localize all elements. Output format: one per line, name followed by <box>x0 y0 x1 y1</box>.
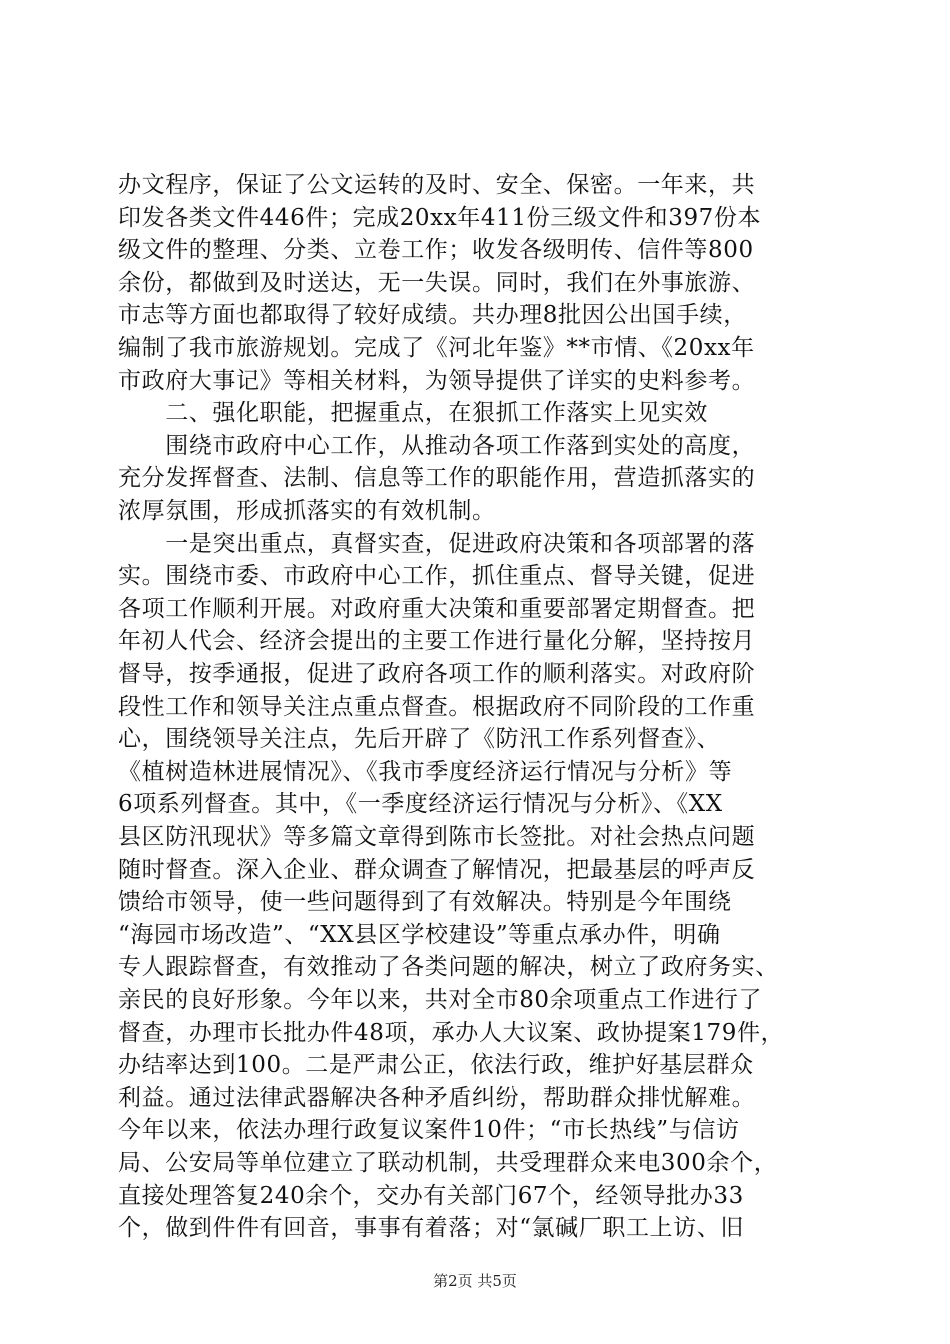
text-line: 段性工作和领导关注点重点督查。根据政府不同阶段的工作重 <box>118 693 756 720</box>
text-line: 利益。通过法律武器解决各种矛盾纠纷，帮助群众排忧解难。 <box>118 1084 756 1111</box>
text-line: 县区防汛现状》等多篇文章得到陈市长签批。对社会热点问题 <box>118 824 756 850</box>
text-line: 年初人代会、经济会提出的主要工作进行量化分解，坚持按月 <box>118 628 756 655</box>
text-line: 编制了我市旅游规划。完成了《河北年鉴》**市情、《20xx年 <box>118 335 755 361</box>
text-line: 市政府大事记》等相关材料，为领导提供了详实的史料参考。 <box>118 367 756 394</box>
text-line: 充分发挥督查、法制、信息等工作的职能作用，营造抓落实的 <box>118 465 756 492</box>
text-line: 各项工作顺利开展。对政府重大决策和重要部署定期督查。把 <box>118 595 756 622</box>
text-line: 围绕市政府中心工作，从推动各项工作落到实处的高度， <box>118 432 756 459</box>
text-line: 今年以来，依法办理行政复议案件10件；“市长热线”与信访 <box>118 1117 740 1144</box>
text-line: 印发各类文件446件；完成20xx年411份三级文件和397份本 <box>118 204 762 231</box>
text-line: 心，围绕领导关注点，先后开辟了《防汛工作系列督查》、 <box>118 726 721 753</box>
text-line: 级文件的整理、分类、立卷工作；收发各级明传、信件等800 <box>118 237 754 264</box>
text-line: 市志等方面也都取得了较好成绩。共办理8批因公出国手续， <box>118 302 747 329</box>
text-line: 馈给市领导，使一些问题得到了有效解决。特别是今年围绕 <box>118 889 732 916</box>
text-line: 专人跟踪督查，有效推动了各类问题的解决，树立了政府务实、 <box>118 954 779 981</box>
text-line: 随时督查。深入企业、群众调查了解情况，把最基层的呼声反 <box>118 856 756 883</box>
text-line: 一是突出重点，真督实查，促进政府决策和各项部署的落 <box>118 530 756 557</box>
text-line: 《植树造林进展情况》、《我市季度经济运行情况与分析》等 <box>118 758 733 785</box>
text-line: 二、强化职能，把握重点，在狠抓工作落实上见实效 <box>118 400 708 427</box>
text-line: “海园市场改造”、“XX县区学校建设”等重点承办件，明确 <box>118 921 721 948</box>
text-line: 直接处理答复240余个，交办有关部门67个，经领导批办33 <box>118 1182 744 1209</box>
text-line: 督查，办理市长批办件48项，承办人大议案、政协提案179件， <box>118 1019 785 1046</box>
text-line: 督导，按季通报，促进了政府各项工作的顺利落实。对政府阶 <box>118 661 756 687</box>
text-line: 余份，都做到及时送达，无一失误。同时，我们在外事旅游、 <box>118 269 756 296</box>
text-line: 实。围绕市委、市政府中心工作，抓住重点、督导关键，促进 <box>118 563 756 590</box>
text-line: 亲民的良好形象。今年以来，共对全市80余项重点工作进行了 <box>118 987 763 1013</box>
text-line: 办结率达到100。二是严肃公正，依法行政，维护好基层群众 <box>118 1052 754 1079</box>
text-line: 局、公安局等单位建立了联动机制，共受理群众来电300余个， <box>118 1150 778 1176</box>
page-footer: 第2页 共5页 <box>433 1272 517 1290</box>
text-line: 个，做到件件有回音，事事有着落；对“氯碱厂职工上访、旧 <box>118 1215 744 1242</box>
text-line: 浓厚氛围，形成抓落实的有效机制。 <box>118 498 496 524</box>
text-line: 办文程序，保证了公文运转的及时、安全、保密。一年来，共 <box>118 172 756 198</box>
text-line: 6项系列督查。其中，《一季度经济运行情况与分析》、《XX <box>118 791 723 818</box>
